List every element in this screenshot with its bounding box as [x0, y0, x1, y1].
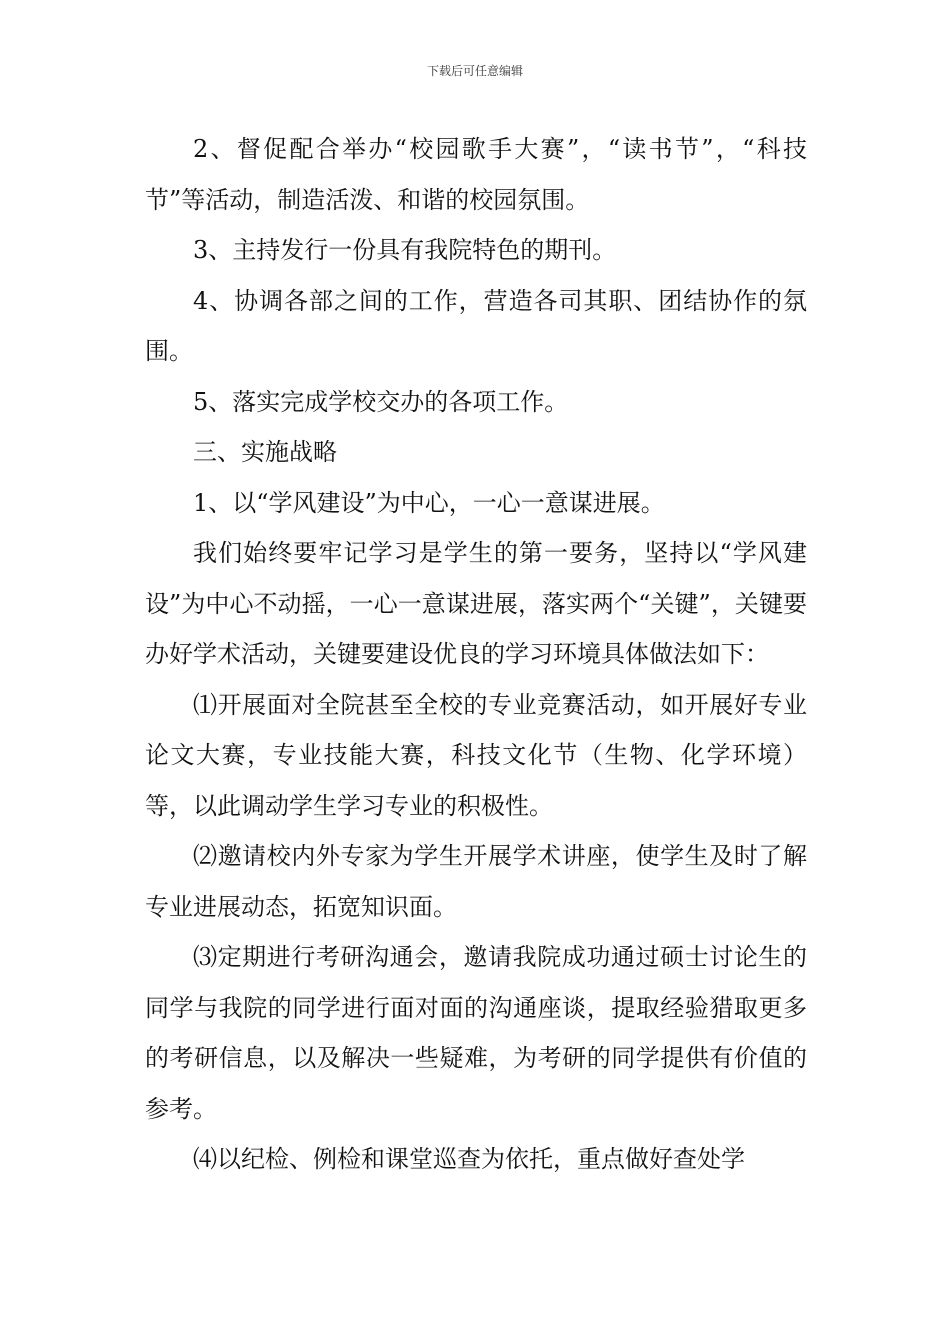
- paragraph-item-4: 4、协调各部之间的工作，营造各司其职、团结协作的氛围。: [145, 286, 807, 365]
- method-item-2: ⑵邀请校内外专家为学生开展学术讲座，使学生及时了解专业进展动态，拓宽知识面。: [145, 842, 807, 921]
- document-body: [145, 124, 807, 1185]
- strategy-item-1: 1、以“学风建设”为中心，一心一意谋进展。: [193, 488, 665, 517]
- method-item-1: ⑴开展面对全院甚至全校的专业竞赛活动，如开展好专业论文大赛，专业技能大赛，科技文化节（生物、化学环境）等，以此调动学生学习专业的积极性。: [145, 690, 807, 820]
- method-item-3: ⑶定期进行考研沟通会，邀请我院成功通过硕士讨论生的同学与我院的同学进行面对面的沟通座谈，提取经验猎取更多的考研信息，以及解决一些疑难，为考研的同学提供有价值的参考。: [145, 943, 807, 1123]
- paragraph-item-3: 3、主持发行一份具有我院特色的期刊。: [193, 236, 617, 264]
- paragraph-item-5: 5、落实完成学校交办的各项工作。: [193, 387, 569, 416]
- method-item-4: ⑷以纪检、例检和课堂巡查为依托，重点做好查处学: [193, 1145, 745, 1173]
- paragraph-item-2: 2、督促配合举办“校园歌手大赛”，“读书节”，“科技节”等活动，制造活泼、和谐的校园氛围。: [145, 135, 807, 214]
- strategy-description: 我们始终要牢记学习是学生的第一要务，坚持以“学风建设”为中心不动摇，一心一意谋进展，落实两个“关键”，关键要办好学术活动，关键要建设优良的学习环境具体做法如下：: [145, 539, 807, 668]
- page-header-note: 下载后可任意编辑: [426, 64, 523, 78]
- section-heading-strategy: 三、实施战略: [193, 438, 337, 466]
